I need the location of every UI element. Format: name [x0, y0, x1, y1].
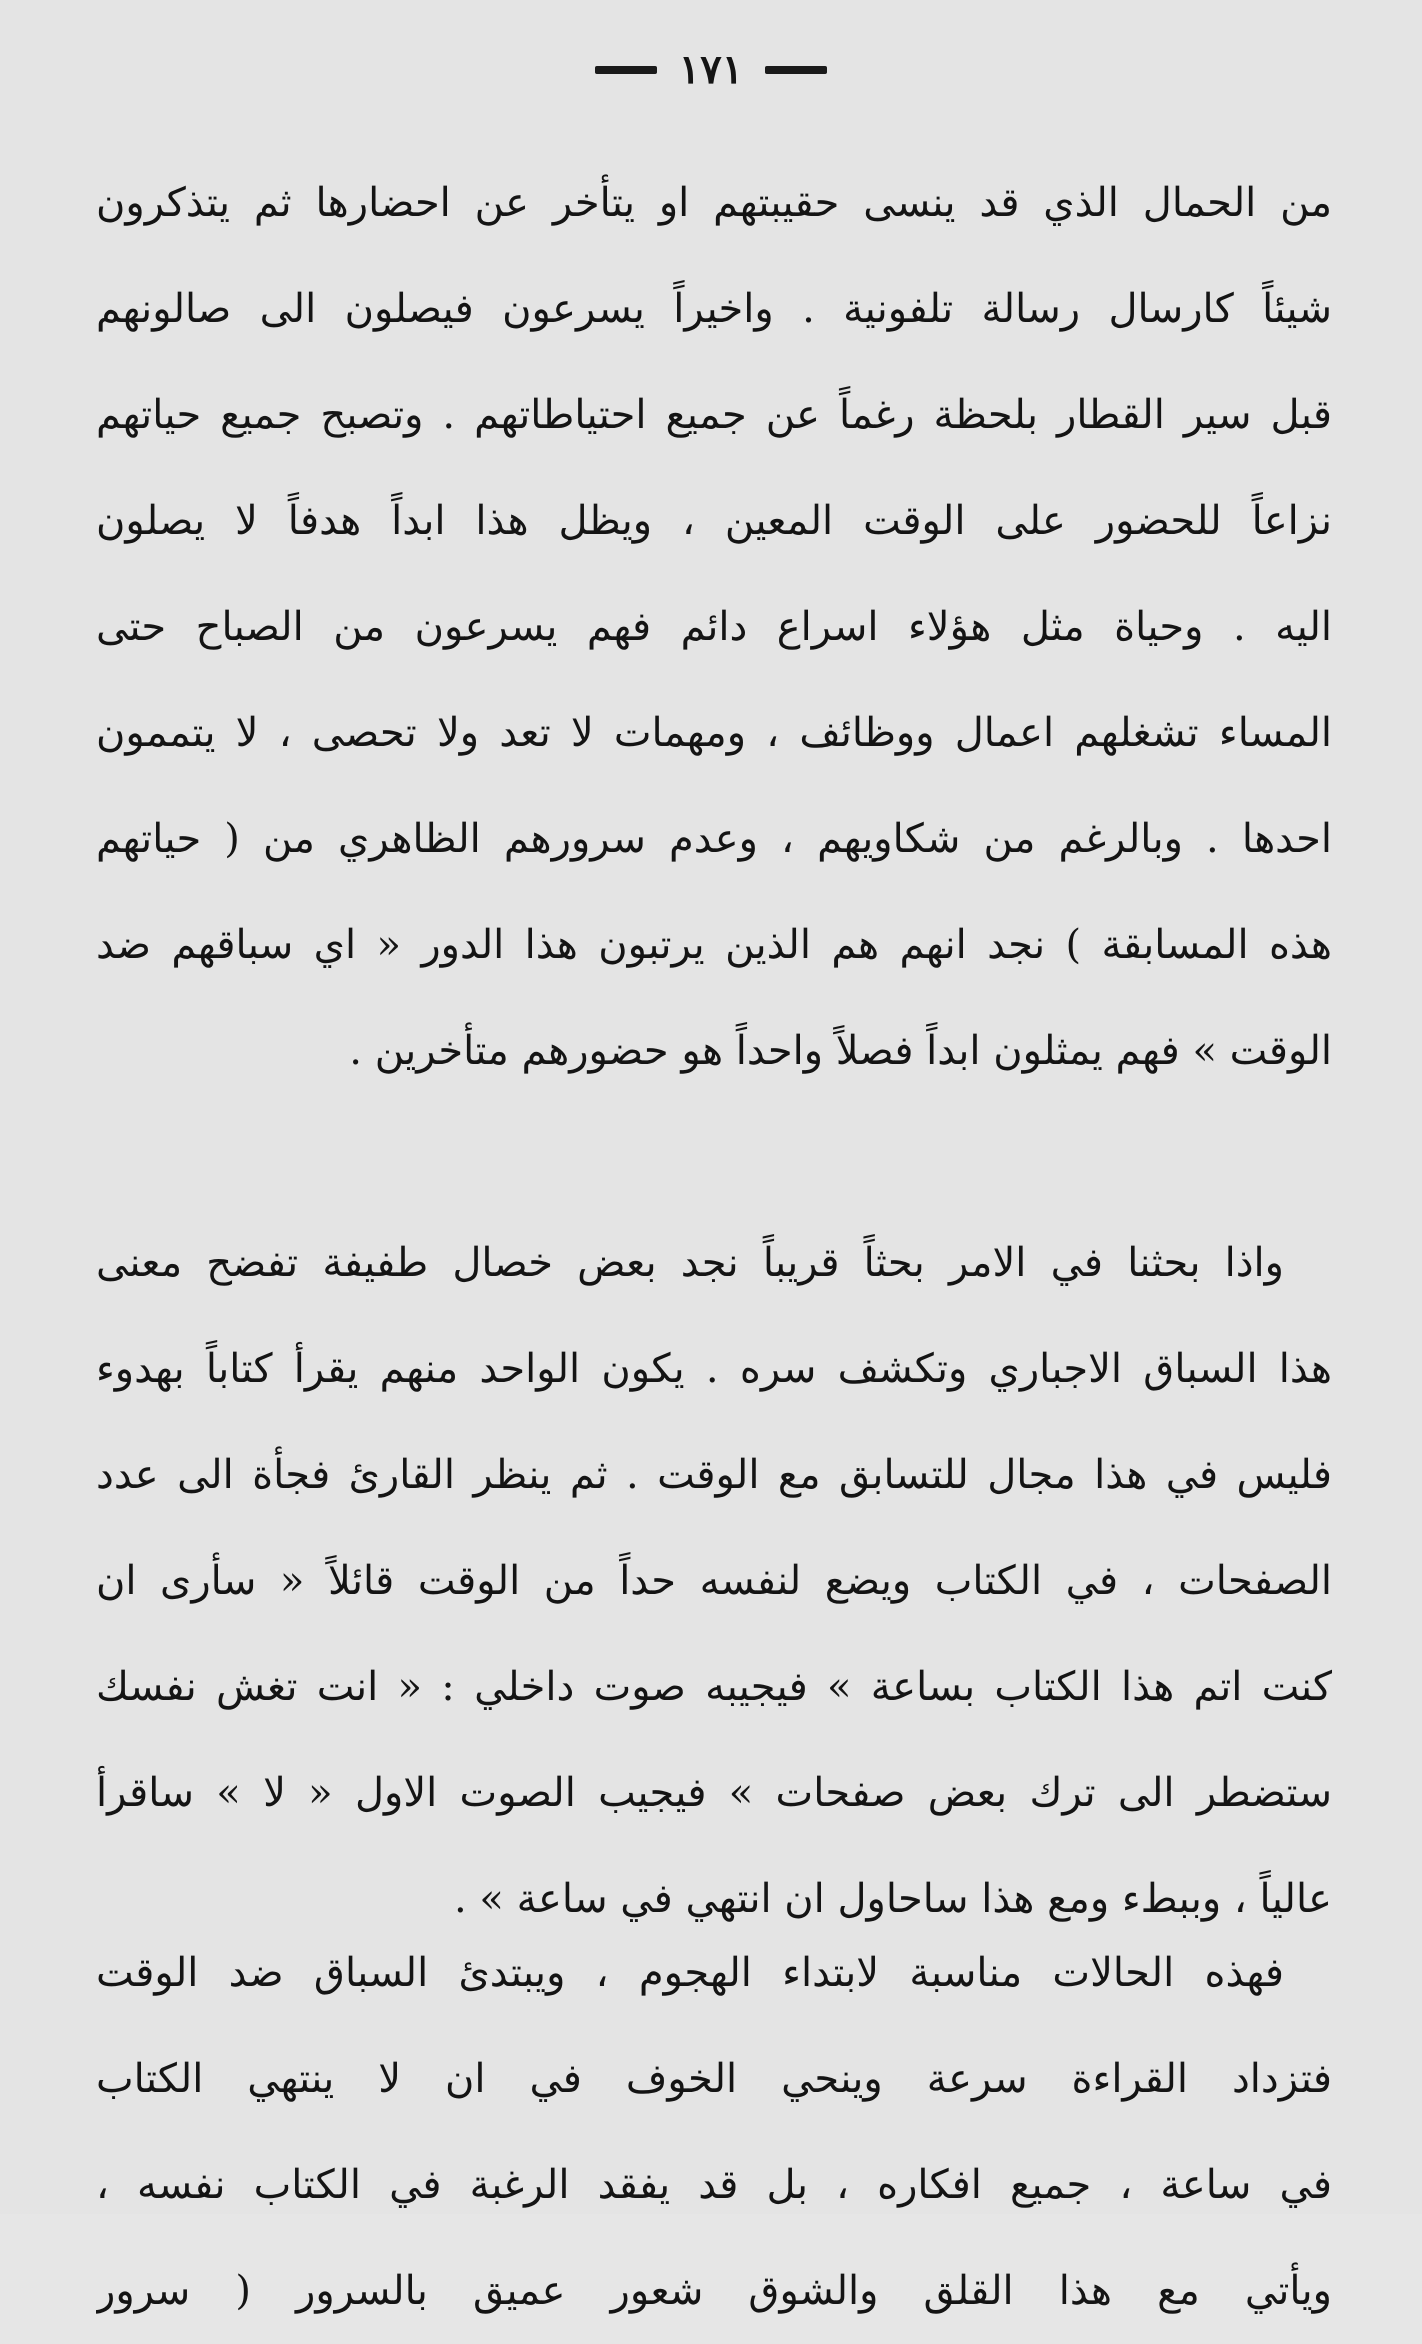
text-line: واذا بحثنا في الامر بحثاً قريباً نجد بعض خصال طفيفة تفضح معنى — [96, 1240, 1284, 1286]
text-line: الصفحات ، في الكتاب ويضع لنفسه حداً من الوقت قائلاً « سأرى ان — [96, 1558, 1332, 1604]
header-dash-right — [765, 66, 827, 74]
text-line: ويأتي مع هذا القلق والشوق شعور عميق بالسرور ( سرور — [96, 2268, 1332, 2314]
text-line: ستضطر الى ترك بعض صفحات » فيجيب الصوت الاول « لا » ساقرأ — [96, 1770, 1332, 1816]
text-line: نزاعاً للحضور على الوقت المعين ، ويظل هذا ابداً هدفاً لا يصلون — [96, 498, 1332, 544]
text-line: الوقت » فهم يمثلون ابداً فصلاً واحداً هو حضورهم متأخرين . — [349, 1028, 1332, 1074]
page-number: ١٧١ — [678, 46, 744, 93]
paragraph-3 — [96, 1920, 1332, 2344]
text-line: فليس في هذا مجال للتسابق مع الوقت . ثم ينظر القارئ فجأة الى عدد — [96, 1452, 1332, 1498]
header-dash-left — [595, 66, 657, 74]
paragraph-2 — [96, 1210, 1332, 1952]
text-line: هذا السباق الاجباري وتكشف سره . يكون الواحد منهم يقرأ كتاباً بهدوء — [96, 1346, 1332, 1392]
text-line: احدها . وبالرغم من شكاويهم ، وعدم سرورهم الظاهري من ( حياتهم — [96, 816, 1332, 862]
text-line: شيئاً كارسال رسالة تلفونية . واخيراً يسرعون فيصلون الى صالونهم — [96, 286, 1332, 332]
text-line: كنت اتم هذا الكتاب بساعة » فيجيبه صوت داخلي : « انت تغش نفسك — [96, 1664, 1332, 1710]
text-line: هذه المسابقة ) نجد انهم هم الذين يرتبون هذا الدور « اي سباقهم ضد — [96, 922, 1332, 968]
text-line: في ساعة ، جميع افكاره ، بل قد يفقد الرغبة في الكتاب نفسه ، — [96, 2162, 1332, 2208]
text-line: من الحمال الذي قد ينسى حقيبتهم او يتأخر عن احضارها ثم يتذكرون — [96, 180, 1332, 226]
page-header — [0, 40, 1422, 100]
paragraph-1 — [96, 150, 1332, 1104]
text-line: اليه . وحياة مثل هؤلاء اسراع دائم فهم يسرعون من الصباح حتى — [96, 604, 1332, 650]
text-line: فهذه الحالات مناسبة لابتداء الهجوم ، ويبتدئ السباق ضد الوقت — [96, 1950, 1285, 1996]
text-line: عالياً ، وببطء ومع هذا ساحاول ان انتهي في ساعة » . — [453, 1876, 1332, 1922]
text-line: قبل سير القطار بلحظة رغماً عن جميع احتياطاتهم . وتصبح جميع حياتهم — [96, 392, 1332, 438]
body-text — [96, 150, 1332, 2314]
text-line: فتزداد القراءة سرعة وينحي الخوف في ان لا ينتهي الكتاب — [96, 2056, 1332, 2102]
text-line: المساء تشغلهم اعمال ووظائف ، ومهمات لا تعد ولا تحصى ، لا يتممون — [96, 710, 1332, 756]
